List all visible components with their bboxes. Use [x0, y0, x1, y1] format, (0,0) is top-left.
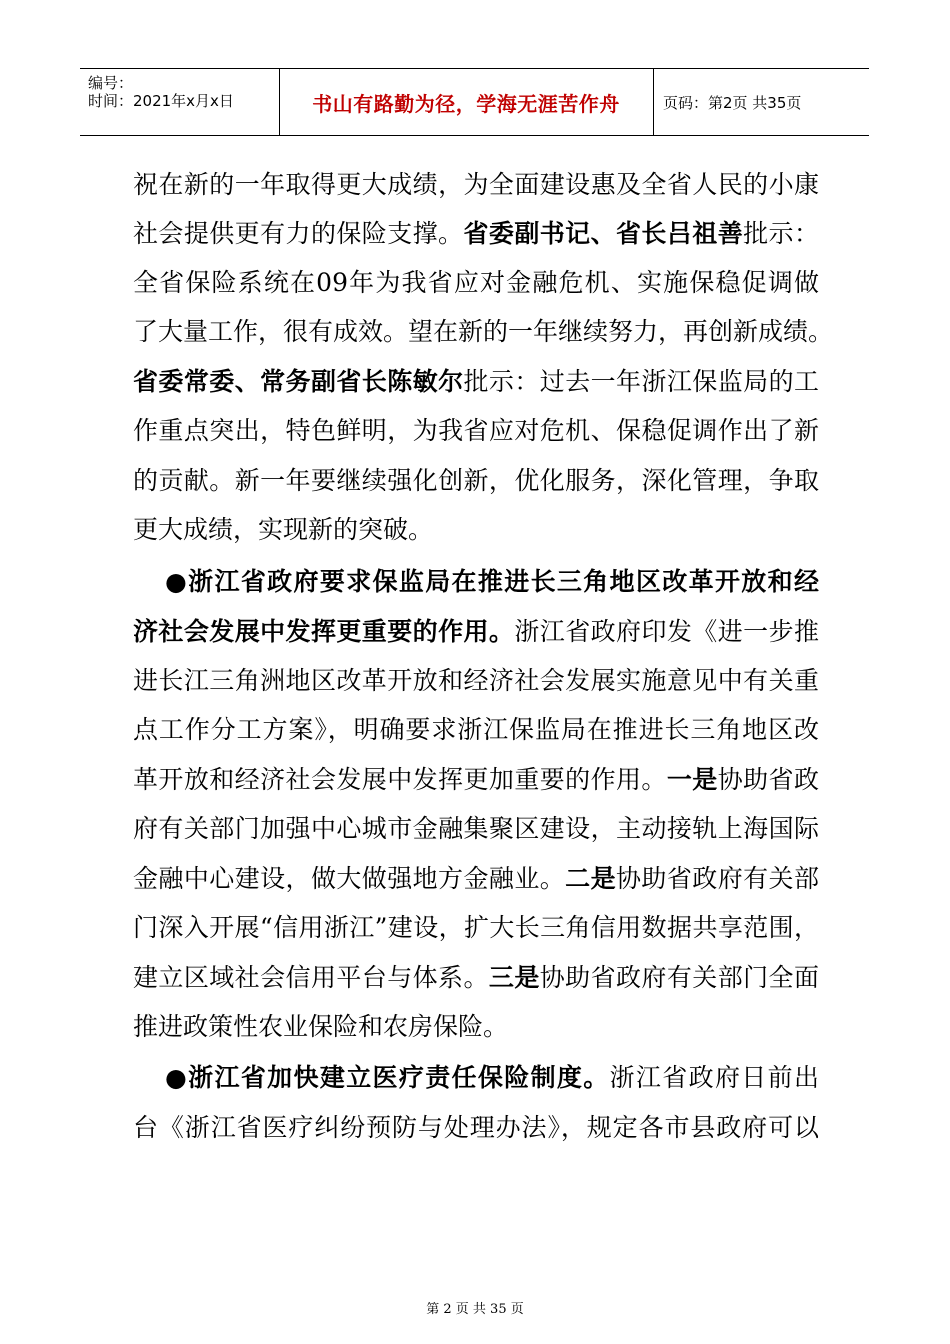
text-run: 社会提供更有力的保险支撑。	[133, 219, 464, 248]
text-line	[133, 456, 819, 506]
text-run: 浙江省政府日前出	[609, 1063, 819, 1092]
bold-phrase: ●浙江省政府要求保监局在推进长三角地区改革开放和经	[165, 567, 819, 596]
page-footer: 第 2 页 共 35 页	[426, 1302, 524, 1317]
text-line	[133, 804, 819, 854]
text-run: 批示：	[743, 219, 819, 248]
text-run: 协助省政	[717, 765, 819, 794]
text-line	[133, 705, 819, 755]
text-line	[133, 607, 819, 657]
page-header	[80, 68, 869, 136]
bold-phrase: 济社会发展中发挥更重要的作用。	[133, 617, 515, 646]
text-line	[133, 209, 819, 259]
text-run: 批示：过去一年浙江保监局的工	[463, 367, 819, 396]
text-run: 进长江三角洲地区改革开放和经济社会发展实施意见中有关重	[133, 666, 819, 695]
header-page-cell	[653, 69, 869, 135]
text-line	[133, 1103, 819, 1153]
bold-phrase: 三是	[488, 963, 540, 992]
text-line	[133, 357, 819, 407]
text-line	[133, 854, 819, 904]
text-run: 祝在新的一年取得更大成绩，为全面建设惠及全省人民的小康	[133, 170, 819, 199]
text-run: 金融中心建设，做大做强地方金融业。	[133, 864, 566, 893]
text-run: 全省保险系统在09年为我省应对金融危机、实施保稳促调做	[133, 268, 819, 297]
text-run: 台《浙江省医疗纠纷预防与处理办法》，规定各市县政府可以	[133, 1113, 819, 1142]
text-line	[133, 258, 819, 308]
text-line	[165, 1053, 819, 1103]
text-run: 浙江省政府印发《进一步推	[514, 617, 819, 646]
text-line	[165, 557, 819, 607]
text-line	[133, 656, 819, 706]
text-run: 点工作分工方案》，明确要求浙江保监局在推进长三角地区改	[133, 715, 819, 744]
bold-phrase: 省委副书记、省长吕祖善	[463, 219, 744, 248]
text-run: 协助省政府有关部门全面	[539, 963, 819, 992]
text-run: 作重点突出，特色鲜明，为我省应对危机、保稳促调作出了新	[133, 416, 819, 445]
header-info-cell	[80, 69, 280, 135]
text-run: 门深入开展“信用浙江”建设，扩大长三角信用数据共享范围，	[133, 913, 819, 942]
motto: 书山有路勤为径，学海无涯苦作舟	[312, 91, 620, 116]
time-label: 时间：2021年x月x日	[88, 92, 234, 110]
bold-phrase: 二是	[565, 864, 617, 893]
bold-phrase: ●浙江省加快建立医疗责任保险制度。	[165, 1063, 610, 1092]
text-run: 的贡献。新一年要继续强化创新，优化服务，深化管理，争取	[133, 466, 819, 495]
text-run: 建立区域社会信用平台与体系。	[133, 963, 489, 992]
text-line	[133, 953, 819, 1003]
text-line	[133, 160, 819, 210]
serial-label: 编号：	[88, 74, 134, 92]
text-line	[133, 505, 433, 555]
text-line	[133, 1002, 508, 1052]
bold-phrase: 省委常委、常务副省长陈敏尔	[133, 367, 464, 396]
text-line	[133, 307, 834, 357]
text-line	[133, 903, 819, 953]
text-run: 推进政策性农业保险和农房保险。	[133, 1012, 509, 1041]
text-line	[133, 406, 819, 456]
header-motto-cell	[279, 69, 654, 135]
bold-phrase: 一是	[666, 765, 718, 794]
text-run: 府有关部门加强中心城市金融集聚区建设，主动接轨上海国际	[133, 814, 819, 843]
text-run: 协助省政府有关部	[616, 864, 819, 893]
text-run: 革开放和经济社会发展中发挥更加重要的作用。	[133, 765, 667, 794]
page-label: 页码：第2页 共35页	[663, 93, 802, 112]
text-line	[133, 755, 819, 805]
text-run: 更大成绩，实现新的突破。	[133, 515, 434, 544]
text-run: 了大量工作，很有成效。望在新的一年继续努力，再创新成绩。	[133, 317, 834, 346]
